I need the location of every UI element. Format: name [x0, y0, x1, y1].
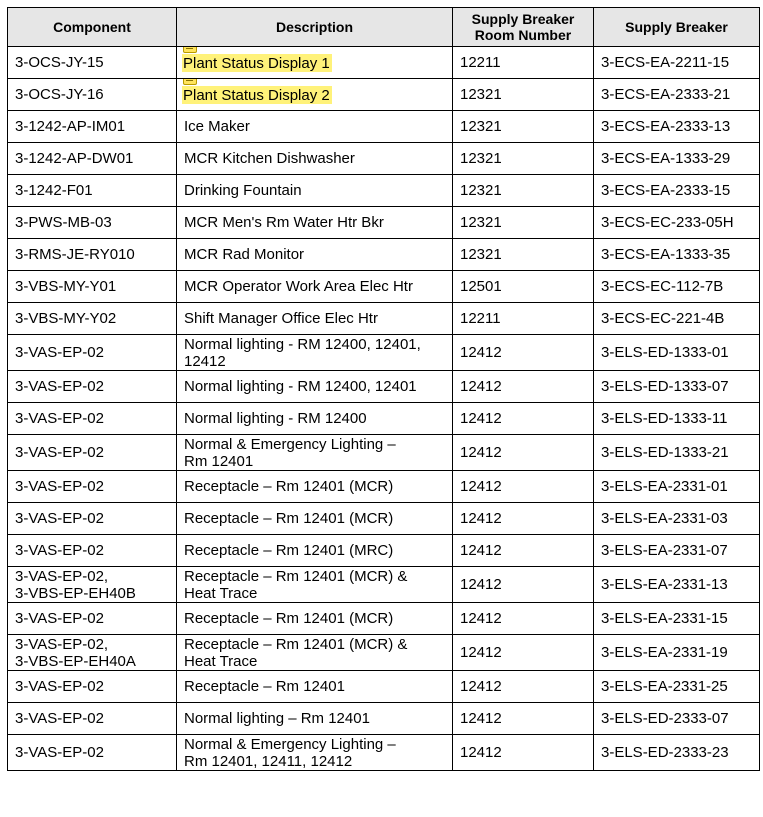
room-text: 12412 [460, 378, 502, 395]
room-text: 12211 [460, 54, 501, 71]
table-row [8, 303, 760, 335]
cell-description [177, 175, 453, 207]
room-text: 12412 [460, 510, 502, 527]
description-text: Normal lighting - RM 12400, 12401, 12412 [184, 335, 421, 370]
room-text: 12412 [460, 344, 502, 361]
cell-description [177, 335, 453, 371]
cell-description [177, 435, 453, 471]
room-text: 12501 [460, 278, 502, 295]
breaker-text: 3-ELS-ED-2333-07 [601, 710, 729, 727]
description-text: Receptacle – Rm 12401 (MCR) [184, 478, 394, 495]
description-text: Receptacle – Rm 12401 [184, 678, 345, 695]
cell-room [453, 207, 594, 239]
description-text: Receptacle – Rm 12401 (MCR) [184, 610, 394, 627]
breaker-text: 3-ELS-EA-2331-25 [601, 678, 728, 695]
room-text: 12412 [460, 678, 502, 695]
cell-description [177, 567, 453, 603]
table-row [8, 703, 760, 735]
table-body [8, 47, 760, 771]
cell-description [177, 111, 453, 143]
description-text: Shift Manager Office Elec Htr [184, 310, 378, 327]
breaker-text: 3-ECS-EA-2333-13 [601, 118, 731, 135]
room-text: 12321 [460, 214, 502, 231]
room-text: 12321 [460, 86, 502, 103]
cell-room [453, 303, 594, 335]
cell-component [8, 535, 177, 567]
room-text: 12321 [460, 246, 502, 263]
cell-component [8, 603, 177, 635]
component-text: 3-PWS-MB-03 [15, 214, 112, 231]
cell-breaker [594, 471, 760, 503]
cell-room [453, 175, 594, 207]
highlighted-description-text: Plant Status Display 2 [183, 86, 330, 104]
component-text: 3-VAS-EP-02 [15, 478, 104, 495]
table-row [8, 435, 760, 471]
cell-component [8, 239, 177, 271]
description-text: MCR Kitchen Dishwasher [184, 150, 355, 167]
table-row [8, 603, 760, 635]
table-row [8, 403, 760, 435]
cell-room [453, 435, 594, 471]
header-supply-breaker: Supply Breaker [594, 8, 760, 47]
cell-component [8, 175, 177, 207]
table-row [8, 567, 760, 603]
cell-component [8, 79, 177, 111]
component-text: 3-VAS-EP-02 [15, 744, 104, 761]
cell-room [453, 371, 594, 403]
component-text: 3-OCS-JY-15 [15, 54, 104, 71]
component-text: 3-OCS-JY-16 [15, 86, 104, 103]
table-row [8, 271, 760, 303]
description-text: Ice Maker [184, 118, 250, 135]
cell-component [8, 703, 177, 735]
cell-component [8, 335, 177, 371]
header-row [8, 8, 760, 47]
cell-component [8, 635, 177, 671]
cell-description [177, 207, 453, 239]
component-text: 3-VAS-EP-02 [15, 678, 104, 695]
room-text: 12412 [460, 744, 502, 761]
cell-room [453, 535, 594, 567]
cell-description [177, 403, 453, 435]
cell-description [177, 503, 453, 535]
cell-breaker [594, 303, 760, 335]
cell-description [177, 79, 453, 111]
cell-component [8, 47, 177, 79]
table-row [8, 371, 760, 403]
cell-component [8, 471, 177, 503]
cell-breaker [594, 503, 760, 535]
cell-breaker [594, 111, 760, 143]
cell-breaker [594, 143, 760, 175]
cell-breaker [594, 535, 760, 567]
component-text: 3-VAS-EP-02 [15, 710, 104, 727]
breaker-text: 3-ECS-EA-2333-21 [601, 86, 731, 103]
header-description: Description [177, 8, 453, 47]
table-row [8, 175, 760, 207]
cell-room [453, 271, 594, 303]
breaker-text: 3-ELS-EA-2331-13 [601, 576, 728, 593]
cell-breaker [594, 47, 760, 79]
description-text: Normal lighting – Rm 12401 [184, 710, 370, 727]
description-text: Receptacle – Rm 12401 (MCR) & Heat Trace [184, 567, 408, 602]
room-text: 12321 [460, 182, 502, 199]
cell-room [453, 603, 594, 635]
cell-breaker [594, 175, 760, 207]
cell-breaker [594, 703, 760, 735]
component-text: 3-VAS-EP-02 [15, 378, 104, 395]
cell-breaker [594, 207, 760, 239]
cell-component [8, 111, 177, 143]
cell-breaker [594, 271, 760, 303]
description-text: Normal & Emergency Lighting – Rm 12401, 12411, 12412 [184, 735, 396, 770]
cell-breaker [594, 567, 760, 603]
breaker-text: 3-ELS-EA-2331-03 [601, 510, 728, 527]
breaker-table [7, 7, 760, 771]
cell-breaker [594, 671, 760, 703]
description-text: Receptacle – Rm 12401 (MCR) & Heat Trace [184, 635, 408, 670]
table-row [8, 47, 760, 79]
component-text: 3-VAS-EP-02 [15, 444, 104, 461]
breaker-text: 3-ELS-ED-1333-21 [601, 444, 729, 461]
cell-room [453, 403, 594, 435]
cell-description [177, 703, 453, 735]
cell-component [8, 303, 177, 335]
component-text: 3-VBS-MY-Y01 [15, 278, 117, 295]
cell-component [8, 503, 177, 535]
description-text: Receptacle – Rm 12401 (MRC) [184, 542, 394, 559]
component-text: 3-RMS-JE-RY010 [15, 246, 135, 263]
component-text: 3-VAS-EP-02, 3-VBS-EP-EH40A [15, 635, 136, 670]
table-row [8, 635, 760, 671]
cell-description [177, 371, 453, 403]
component-text: 3-1242-AP-IM01 [15, 118, 126, 135]
description-text: Drinking Fountain [184, 182, 302, 199]
cell-breaker [594, 435, 760, 471]
breaker-text: 3-ECS-EC-233-05H [601, 214, 734, 231]
room-text: 12321 [460, 150, 502, 167]
header-room-number-text: Supply Breaker Room Number [471, 11, 575, 43]
table-row [8, 671, 760, 703]
room-text: 12321 [460, 118, 502, 135]
table-row [8, 111, 760, 143]
breaker-text: 3-ECS-EA-1333-35 [601, 246, 731, 263]
cell-breaker [594, 735, 760, 771]
component-text: 3-VAS-EP-02 [15, 410, 104, 427]
cell-component [8, 271, 177, 303]
table-row [8, 335, 760, 371]
component-text: 3-VAS-EP-02 [15, 344, 104, 361]
table-row [8, 143, 760, 175]
breaker-text: 3-ELS-EA-2331-01 [601, 478, 728, 495]
cell-description [177, 635, 453, 671]
room-text: 12412 [460, 444, 502, 461]
cell-component [8, 735, 177, 771]
description-text: MCR Rad Monitor [184, 246, 305, 263]
table-row [8, 79, 760, 111]
room-text: 12412 [460, 478, 502, 495]
cell-breaker [594, 239, 760, 271]
breaker-text: 3-ELS-ED-1333-01 [601, 344, 729, 361]
breaker-text: 3-ELS-EA-2331-19 [601, 644, 728, 661]
cell-room [453, 671, 594, 703]
breaker-text: 3-ELS-EA-2331-07 [601, 542, 728, 559]
cell-room [453, 503, 594, 535]
breaker-text: 3-ECS-EC-221-4B [601, 310, 725, 327]
cell-component [8, 371, 177, 403]
comment-note-icon[interactable] [183, 79, 197, 86]
room-text: 12412 [460, 710, 502, 727]
cell-description [177, 47, 453, 79]
component-text: 3-VAS-EP-02 [15, 610, 104, 627]
table-row [8, 735, 760, 771]
cell-breaker [594, 79, 760, 111]
description-text: MCR Men's Rm Water Htr Bkr [184, 214, 384, 231]
cell-room [453, 239, 594, 271]
cell-component [8, 143, 177, 175]
header-room-number [453, 8, 594, 47]
cell-description [177, 143, 453, 175]
cell-description [177, 303, 453, 335]
cell-room [453, 111, 594, 143]
cell-description [177, 271, 453, 303]
cell-description [177, 735, 453, 771]
table-row [8, 535, 760, 567]
room-text: 12412 [460, 610, 502, 627]
table-row [8, 207, 760, 239]
description-text: MCR Operator Work Area Elec Htr [184, 278, 413, 295]
description-text: Normal & Emergency Lighting – Rm 12401 [184, 435, 396, 470]
breaker-text: 3-ELS-ED-1333-07 [601, 378, 729, 395]
cell-room [453, 735, 594, 771]
cell-component [8, 671, 177, 703]
description-text: Receptacle – Rm 12401 (MCR) [184, 510, 394, 527]
comment-note-icon[interactable] [183, 47, 197, 54]
cell-description [177, 603, 453, 635]
cell-description [177, 239, 453, 271]
cell-room [453, 635, 594, 671]
cell-room [453, 471, 594, 503]
cell-component [8, 435, 177, 471]
cell-breaker [594, 403, 760, 435]
room-text: 12412 [460, 576, 502, 593]
cell-description [177, 471, 453, 503]
header-component: Component [8, 8, 177, 47]
breaker-text: 3-ECS-EC-112-7B [601, 278, 724, 295]
breaker-text: 3-ECS-EA-1333-29 [601, 150, 731, 167]
component-text: 3-VAS-EP-02, 3-VBS-EP-EH40B [15, 567, 136, 602]
cell-breaker [594, 635, 760, 671]
cell-description [177, 535, 453, 567]
room-text: 12412 [460, 410, 502, 427]
room-text: 12211 [460, 310, 501, 327]
breaker-text: 3-ELS-ED-1333-11 [601, 410, 728, 427]
breaker-text: 3-ECS-EA-2333-15 [601, 182, 731, 199]
breaker-text: 3-ECS-EA-2211-15 [601, 54, 730, 71]
cell-room [453, 703, 594, 735]
cell-room [453, 335, 594, 371]
cell-room [453, 143, 594, 175]
component-text: 3-1242-AP-DW01 [15, 150, 134, 167]
breaker-text: 3-ELS-ED-2333-23 [601, 744, 729, 761]
description-text: Normal lighting - RM 12400 [184, 410, 367, 427]
cell-room [453, 47, 594, 79]
cell-component [8, 403, 177, 435]
table-row [8, 471, 760, 503]
cell-breaker [594, 335, 760, 371]
component-text: 3-VBS-MY-Y02 [15, 310, 117, 327]
room-text: 12412 [460, 644, 502, 661]
cell-breaker [594, 371, 760, 403]
component-text: 3-VAS-EP-02 [15, 510, 104, 527]
cell-component [8, 207, 177, 239]
cell-description [177, 671, 453, 703]
table-row [8, 239, 760, 271]
cell-room [453, 79, 594, 111]
cell-component [8, 567, 177, 603]
highlighted-description-text: Plant Status Display 1 [183, 54, 330, 72]
breaker-text: 3-ELS-EA-2331-15 [601, 610, 728, 627]
room-text: 12412 [460, 542, 502, 559]
table-row [8, 503, 760, 535]
cell-breaker [594, 603, 760, 635]
description-text: Normal lighting - RM 12400, 12401 [184, 378, 417, 395]
cell-room [453, 567, 594, 603]
component-text: 3-VAS-EP-02 [15, 542, 104, 559]
component-text: 3-1242-F01 [15, 182, 93, 199]
